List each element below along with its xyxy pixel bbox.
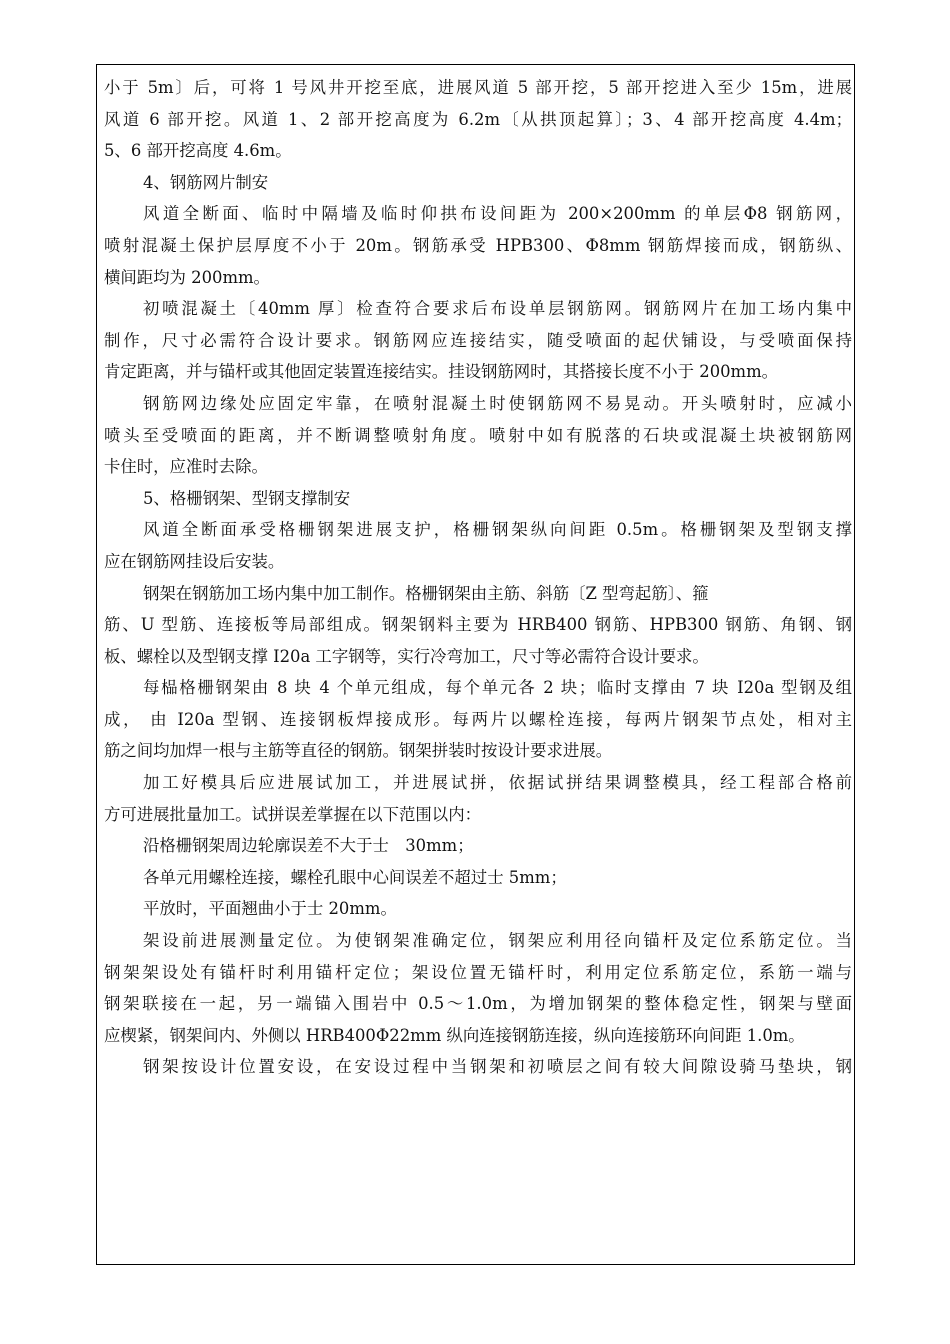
text-line: 筋之间均加焊一根与主筋等直径的钢筋。钢架拼装时按设计要求进展。 [104,741,613,761]
text-line: 小于 5m〕后，可将 1 号风井开挖至底，进展风道 5 部开挖，5 部开挖进入至少 15m，进展 [104,78,852,97]
text-line: 每榀格栅钢架由 8 块 4 个单元组成，每个单元各 2 块；临时支撑由 7 块 I20a 型钢及组 [143,678,852,698]
text-line: 横间距均为 200mm。 [104,267,270,287]
text-line: 架设前进展测量定位。为使钢架准确定位，钢架应利用径向锚杆及定位系筋定位。当 [143,931,852,951]
text-line: 沿格栅钢架周边轮廓误差不大于士 30mm； [143,836,474,856]
text-line: 风道全断面承受格栅钢架进展支护，格栅钢架纵向间距 0.5m。格栅钢架及型钢支撑 [143,520,852,540]
text-line: 各单元用螺栓连接，螺栓孔眼中心间误差不超过士 5mm； [143,867,567,887]
text-line: 5、格栅钢架、型钢支撑制安 [143,488,351,508]
document-body [104,72,852,1083]
text-line: 钢架联接在一起，另一端锚入围岩中 0.5～1.0m，为增加钢架的整体稳定性，钢架与壁面 [104,994,852,1014]
text-line: 应在钢筋网挂设后安装。 [104,551,285,571]
text-line: 平放时，平面翘曲小于士 20mm。 [143,899,397,919]
text-line: 喷头至受喷面的距离，并不断调整喷射角度。喷射中如有脱落的石块或混凝土块被钢筋网 [104,425,852,445]
text-line: 钢架架设处有锚杆时利用锚杆定位；架设位置无锚杆时，利用定位系筋定位，系筋一端与 [104,962,852,982]
text-line: 钢架在钢筋加工场内集中加工制作。格栅钢架由主筋、斜筋〔Z 型弯起筋〕、箍 [143,583,709,603]
text-line: 初喷混凝土〔40mm 厚〕检查符合要求后布设单层钢筋网。钢筋网片在加工场内集中 [143,299,852,319]
text-line: 钢架按设计位置安设，在安设过程中当钢架和初喷层之间有较大间隙设骑马垫块，钢 [143,1057,852,1077]
text-line: 风道 6 部开挖。风道 1、2 部开挖高度为 6.2m〔从拱顶起算〕；3、4 部开挖高度 4.4m； [104,109,852,129]
text-line: 应楔紧，钢架间内、外侧以 HRB400Φ22mm 纵向连接钢筋连接，纵向连接筋环向间距 1.0m。 [104,1025,805,1045]
text-line: 板、螺栓以及型钢支撑 I20a 工字钢等，实行冷弯加工，尺寸等必需符合设计要求。 [104,646,709,666]
text-line: 4、钢筋网片制安 [143,172,269,192]
text-line: 筋、U 型筋、连接板等局部组成。钢架钢料主要为 HRB400 钢筋、HPB300 钢筋、角钢、钢 [104,615,852,635]
text-line: 卡住时，应准时去除。 [104,457,268,477]
text-line: 钢筋网边缘处应固定牢靠，在喷射混凝土时使钢筋网不易晃动。开头喷射时，应减小 [143,393,852,413]
text-line: 成， 由 I20a 型钢、连接钢板焊接成形。每两片以螺栓连接，每两片钢架节点处，相对主 [104,709,852,729]
text-line: 肯定距离，并与锚杆或其他固定装置连接结实。挂设钢筋网时，其搭接长度不小于 200mm。 [104,362,779,382]
text-line: 风道全断面、临时中隔墙及临时仰拱布设间距为 200×200mm 的单层Φ8 钢筋网， [143,204,852,224]
text-line: 方可进展批量加工。试拼误差掌握在以下范围以内： [104,804,481,824]
text-line: 加工好模具后应进展试加工，并进展试拼，依据试拼结果调整模具，经工程部合格前 [143,773,852,793]
text-line: 5、6 部开挖高度 4.6m。 [104,141,292,161]
text-line: 喷射混凝土保护层厚度不小于 20m。钢筋承受 HPB300、Φ8mm 钢筋焊接而成，钢筋纵、 [104,235,852,255]
text-line: 制作，尺寸必需符合设计要求。钢筋网应连接结实，随受喷面的起伏铺设，与受喷面保持 [104,330,852,350]
